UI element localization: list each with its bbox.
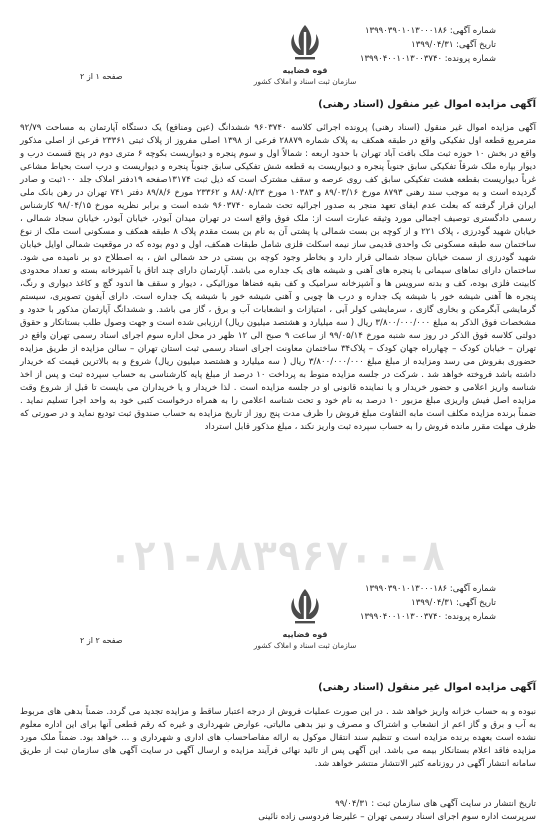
notice-date: تاریخ آگهی: ۱۳۹۹/۰۴/۳۱: [411, 40, 496, 50]
page-number: صفحه ۲ از ۲: [80, 636, 123, 645]
judiciary-emblem-icon: [283, 586, 327, 626]
case-number: شماره پرونده: ۱۳۹۹۰۴۰۰۱۰۱۳۰۰۳۷۴۰: [359, 54, 496, 64]
judiciary-emblem-icon: [283, 22, 327, 62]
organization-name: سازمان ثبت اسناد و املاک کشور: [253, 77, 357, 86]
page-number: صفحه ۱ از ۲: [80, 72, 123, 81]
org-header: [210, 22, 400, 86]
notice-body: آگهی مزایده اموال غیر منقول (اسناد رهنی) پرونده اجرائی کلاسه ۹۶۰۳۷۴۰ ششدانگ (عین ومنافع) یک دستگاه آپارتمان به مساحت ۹۲/۷۹ مترمربع قطعه اول تفکیکی واقع در طبقه همکف به پلاک شماره ۲۸۸۷۹ فرعی از ۱۳۹۸ اصلی مفروز از پلاک ثبتی ۲۳۳۶۱ فرعی از اصلی مذکور واقع در بخش ۱۰ حوزه ثبت ملک بافت آباد تهران با حدود اربعه : شمالاً اول و سوم پنجره و دیواریست بکوچه ۶ متری دوم در پنج قسمت درب و دیوار بپاره ملک شرقاً تفکیکی سابق جنوباً پنجره و دیواریست به قطعه شش تفکیکی سابق جنوباً پنجره و دیواریست و درب است بحیاط مشاعی غرباً دیواریست بقطعه هشت تفکیکی سابق کف روی عرصه و سقف مشترک است که ذیل ثبت ۱۳۱۷۴صفحه ۱۹دفتر املاک جلد ۱۰۰ثبت و صادر گردیده است و به موجب سند رهنی ۸۷۹۳ مورخ ۸۹/۰۳/۱۶ و ۱۰۳۸۳ مورخ ۸۸/۰۸/۲۳ و ۲۳۳۶۲ مورخ ۸۹/۸/۶ دفتر ۷۴۱ تهران در رهن بانک ملی ایران قرار گرفته که بعلت عدم ایفای تعهد منجر به صدور اجرائیه تحت شماره ۹۶۰۳۷۴۰ شده است و برابر نظریه مورخ ۹۸/۰۴/۱۵ کارشناس رسمی دادگستری توصیف اجمالی مورد وثیقه عبارت است از: ملک فوق واقع است در تهران میدان آبوذر، خیابان آبوذر، خیابان سجاد شمالی ، خیابان شهید گودرزی ، پلاک ۲۲۱ و از کوچه بن بست شمالی یا پشتی آن به نام بن بست مقدم پلاک ۸ طبقه همکف و مسکونی است ملک از نوع ساختمان سه طبقه مسکونی تک واحدی قدیمی ساز نیمه اسکلت فلزی شامل طبقات همکف، اول و دوم بوده که در موقعیت شمالی اوایل خیابان شهید گودرزی از سمت خیابان سجاد شمالی قرار دارد و بخاطر وجود کوچه بن بستی در حد شمالی اش ، به اصطلاح دو بر نامیده می شود. ساختمان دارای نماهای سیمانی با پنجره های آهنی و شیشه های یک جداره می باشد. آپارتمان دارای چند اتاق با آشپزخانه بسته و تعداد محدودی کابینت فلزی بوده، کف و بدنه سرویس ها و آشپزخانه سرامیک و کف بقیه فضاها موزائیکی ، دیوار و سقف ها اندود گچ و کاغذ دیواری و رنگ، پنجره ها آهنی شیشه خور با شیشه یک جداره و درب ها چوبی و آهنی شیشه خور با شیشه یک جداره است. دارای آیفون تصویری، سیستم گرمایشی آبگرمکن و بخاری گازی ، سرمایشی کولر آبی ، امتیازات و انشعابات آب و برق ، گاز می باشد. و ششدانگ آپارتمان مذکور با حدود و مشخصات فوق الذکر به مبلغ ۳/۸۰۰/۰۰۰/۰۰۰ ریال ( سه میلیارد و هشتصد میلیون ریال) ارزیابی شده است و جهت وصول طلب بستانکار و حقوق دولتی کلاسه فوق الذکر در روز سه شنبه مورخ ۹۹/۰۵/۱۴ از ساعت ۹ صبح الی ۱۲ ظهر در محل اداره سوم اجرای اسناد رسمی تهران واقع در تهران – خیابان کودک – چهارراه جهان کودک – پلاک۳۴ ساختمان معاونت اجرای اسناد رسمی ثبت استان تهران – سالن مزایده از طریق مزایده حضوری بفروش می رسد ومزایده از مبلغ مبلغ ۳/۸۰۰/۰۰۰/۰۰۰ ریال ( سه میلیارد و هشتصد میلیون ریال) شروع و به بالاترین قیمت که خریدار داشته باشد فروخته خواهد شد . شرکت در جلسه مزایده منوط به پرداخت ۱۰ درصد از مبلغ پایه کارشناسی به حساب سپرده ثبت و پس از اخذ شناسه واریز اعلامی و حضور خریدار و یا نماینده قانونی او در جلسه مزایده است . لذا خریدار و یا خریداران می بایست تا قبل از شروع وقت مزایده اصل فیش واریزی مبلغ مزبور ۱۰ درصد به نام خود و تحت شناسه اعلامی را به همراه درخواست کتبی خود به واحد اجرا تسلیم نماید . ضمناً برنده مزایده مکلف است مابه التفاوت مبلغ فروش را ظرف مدت پنج روز از تاریخ مزایده به حساب صندوق ثبت تودیع نماید و در صورتی که ظرف مهلت مقرر مانده فروش را به حساب سپرده ثبت واریز نکند ، مبلغ مذکور قابل استرداد: [20, 123, 537, 432]
notice-title: آگهی مزایده اموال غیر منقول (اسناد رهنی): [318, 99, 536, 110]
publish-date: تاریخ انتشار در سایت آگهی های سازمان ثبت : ۹۹/۰۴/۳۱: [335, 799, 536, 809]
notice-footer: [20, 798, 536, 824]
case-number: شماره پرونده: ۱۳۹۹۰۴۰۰۱۰۱۳۰۰۳۷۴۰: [359, 612, 496, 622]
notice-body: [20, 706, 536, 771]
org-header: [210, 586, 400, 650]
organization-name: سازمان ثبت اسناد و املاک کشور: [253, 641, 357, 650]
phone-watermark: ۰۲۱-۸۸۳۹۶۷۰۰-۸: [108, 534, 446, 580]
judiciary-label: قوه قضاییه: [282, 66, 328, 75]
notice-number: شماره آگهی: ۱۳۹۹۰۳۹۰۱۰۱۳۰۰۰۱۸۶: [364, 26, 496, 36]
notice-date: تاریخ آگهی: ۱۳۹۹/۰۴/۳۱: [411, 598, 496, 608]
notice-number: شماره آگهی: ۱۳۹۹۰۳۹۰۱۰۱۳۰۰۰۱۸۶: [364, 584, 496, 594]
notice-body-text: نبوده و به حساب خزانه واریز خواهد شد . در این صورت عملیات فروش از درجه اعتبار ساقط و مزایده تجدید می گردد. ضمناً بدهی های مربوط به آب و برق و گاز اعم از انشعاب و اشتراک و مصرف و نیز بدهی مالیاتی، عوارض شهرداری و غیره که رقم قطعی آنها برای این اداره معلوم نشده است بعهده برنده مزایده است و تنظیم سند انتقال موکول به ارائه مفاصاحساب های اداری و شهرداری و ... خواهد بود. ضمناً ملک مورد مزایده فاقد اعلام بستانکار بیمه می باشد. این آگهی پس از تائید نهائی فرآیند مزایده و ارسال آگهی در سایت آگهی های سازمان ثبت از طریق سامانه انتشار آگهی در روزنامه کثیر الانتشار منتشر خواهد شد.: [20, 707, 536, 769]
signatory: سرپرست اداره سوم اجرای اسناد رسمی تهران – علیرضا فردوسی زاده نائینی: [258, 812, 536, 822]
judiciary-label: قوه قضاییه: [282, 630, 328, 639]
notice-title: آگهی مزایده اموال غیر منقول (اسناد رهنی): [318, 682, 536, 693]
